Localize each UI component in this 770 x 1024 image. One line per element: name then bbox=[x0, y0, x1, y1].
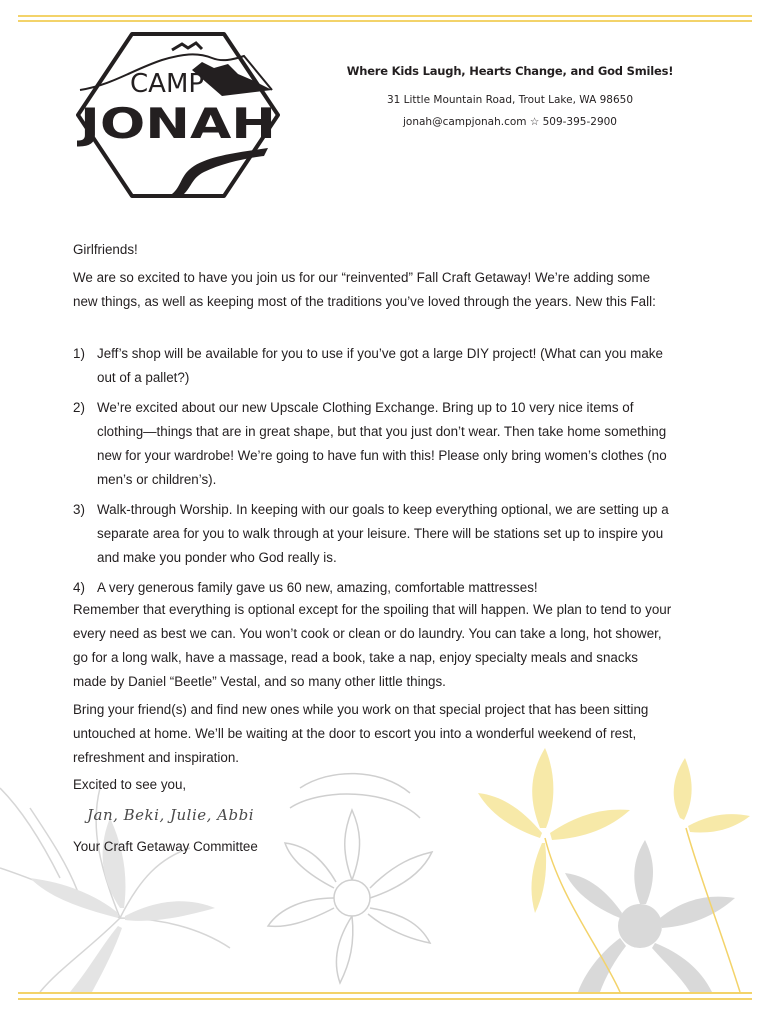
list-text: Jeff’s shop will be available for you to use if you’ve got a large DIY project! (What can you make out of a pallet?) bbox=[97, 346, 663, 385]
list-item bbox=[73, 342, 673, 390]
bottom-rule bbox=[18, 992, 752, 994]
logo-jonah-text: JONAH bbox=[76, 99, 276, 148]
bottom-rule-thin bbox=[18, 998, 752, 1000]
committee-name: Your Craft Getaway Committee bbox=[73, 839, 258, 854]
list-item bbox=[73, 576, 673, 600]
intro-paragraph: We are so excited to have you join us for our “reinvented” Fall Craft Getaway! We’re adding some new things, as well as keeping most of the traditions you’ve loved through the years. New this Fall: bbox=[73, 270, 656, 309]
list-text: A very generous family gave us 60 new, amazing, comfortable mattresses! bbox=[97, 580, 538, 595]
list-number: 4) bbox=[73, 580, 85, 595]
list-text: We’re excited about our new Upscale Clothing Exchange. Bring up to 10 very nice items of clothing—things that are in great shape, but that you just don’t wear. Then take home something new for your wardrobe! We’re going to have fun with this! Please only bring women’s clothes (no men’s or children’s). bbox=[97, 400, 667, 487]
flower-right-gray bbox=[565, 840, 735, 992]
logo-camp-text: CAMP bbox=[130, 69, 205, 99]
closing-line: Excited to see you, bbox=[73, 777, 187, 792]
greeting: Girlfriends! bbox=[73, 242, 138, 257]
list-number: 3) bbox=[73, 502, 85, 517]
spoiling-paragraph: Remember that everything is optional except for the spoiling that will happen. We plan to tend to your every need as best we can. You won’t cook or clean or do laundry. You can take a long, hot shower, go for a long walk, have a massage, read a book, take a nap, enjoy specialty meals and snacks made by Daniel “Beetle” Vestal, and so many other little things. bbox=[73, 602, 672, 689]
feature-list bbox=[73, 342, 673, 606]
flower-center-outline bbox=[268, 774, 432, 983]
address: 31 Little Mountain Road, Trout Lake, WA 98650 bbox=[386, 94, 634, 106]
top-rule bbox=[18, 15, 752, 17]
contact-line: jonah@campjonah.com ☆ 509-395-2900 bbox=[402, 116, 617, 128]
list-text: Walk-through Worship. In keeping with our goals to keep everything optional, we are setting up a separate area for you to walk through at your leisure. There will be stations set up to inspire you and make you ponder who God really is. bbox=[97, 502, 669, 565]
tagline: Where Kids Laugh, Hearts Change, and God Smiles! bbox=[346, 64, 674, 78]
list-item bbox=[73, 396, 673, 492]
list-item bbox=[73, 498, 673, 570]
friends-paragraph: Bring your friend(s) and find new ones while you work on that special project that has been sitting untouched at home. We’ll be waiting at the door to escort you into a wonderful weekend of rest, refreshment and inspiration. bbox=[73, 702, 649, 765]
top-rule-thin bbox=[18, 20, 752, 22]
signature: Jan, Beki, Julie, Abbi bbox=[87, 806, 254, 824]
camp-jonah-logo bbox=[72, 30, 284, 200]
list-number: 2) bbox=[73, 400, 85, 415]
list-number: 1) bbox=[73, 346, 85, 361]
